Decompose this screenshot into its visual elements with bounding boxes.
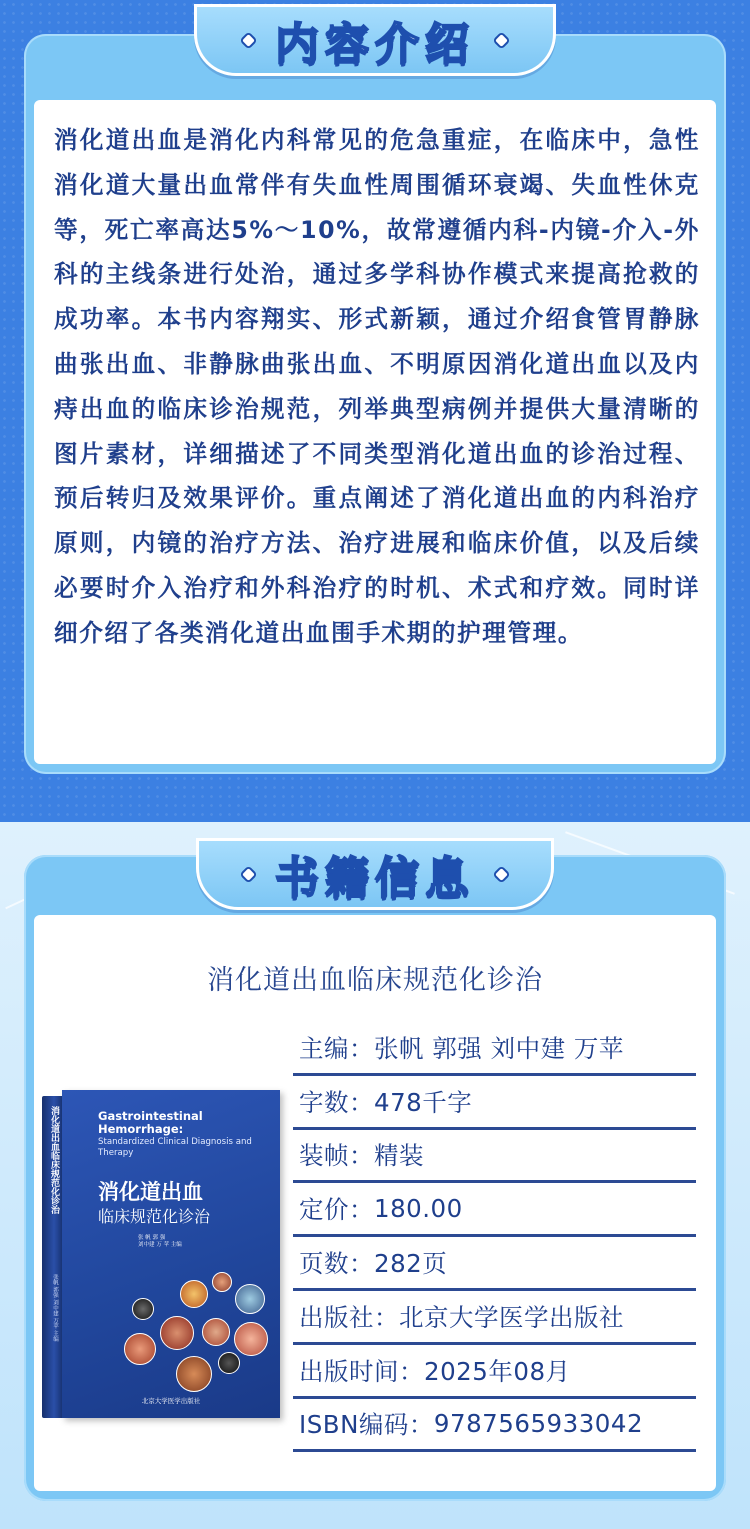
cover-english-subtitle: Standardized Clinical Diagnosis and Therapy — [98, 1137, 252, 1158]
info-row-word-count — [293, 1076, 696, 1130]
diamond-dot-icon — [242, 34, 255, 47]
info-row-binding — [293, 1130, 696, 1184]
book-spine — [42, 1096, 62, 1418]
diamond-dot-icon — [495, 34, 508, 47]
info-row-publisher — [293, 1291, 696, 1345]
endoscopy-image-circle — [235, 1284, 265, 1314]
book-info-title: 书籍信息 — [275, 853, 475, 904]
diamond-dot-icon — [242, 868, 255, 881]
endoscopy-image-circle — [202, 1318, 230, 1346]
spine-title: 消化道出血临床规范化诊治 — [49, 1106, 59, 1214]
cover-editors: 张 帆 郭 强 刘中建 万 苹 主编 — [138, 1235, 182, 1248]
book-info-list — [293, 1022, 696, 1452]
info-label: 出版社： — [299, 1302, 399, 1332]
info-row-isbn — [293, 1399, 696, 1453]
endoscopy-image-circle — [218, 1352, 240, 1374]
info-value: 张帆 郭强 刘中建 万苹 — [374, 1033, 624, 1063]
info-label: ISBN编码： — [299, 1410, 434, 1440]
intro-title-tab — [194, 4, 556, 76]
endoscopy-image-circle — [132, 1298, 154, 1320]
book-cover-image — [42, 1090, 280, 1418]
info-label: 装帧： — [299, 1141, 374, 1171]
info-value: 9787565933042 — [433, 1409, 644, 1439]
book-front-cover — [62, 1090, 280, 1418]
cover-publisher: 北京大学医学出版社 — [141, 1397, 201, 1405]
endoscopy-image-circle — [180, 1280, 208, 1308]
info-row-price — [293, 1183, 696, 1237]
info-row-pages — [293, 1237, 696, 1291]
info-label: 页数： — [299, 1249, 374, 1279]
info-row-publish-date — [293, 1345, 696, 1399]
info-value: 282页 — [374, 1249, 448, 1279]
info-value: 精装 — [374, 1141, 424, 1171]
intro-body: 消化道出血是消化内科常见的危急重症，在临床中，急性消化道大量出血常伴有失血性周围循环衰竭、失血性休克等，死亡率高达5%～10%，故常遵循内科-内镜-介入-外科的主线条进行处治，通过多学科协作模式来提高抢救的成功率。本书内容翔实、形式新颖，通过介绍食管胃静脉曲张出血、非静脉曲张出血、不明原因消化道出血以及内痔出血的临床诊治规范，列举典型病例并提供大量清晰的图片素材，详细描述了不同类型消化道出血的诊治过程、预后转归及效果评价。重点阐述了消化道出血的内科治疗原则，内镜的治疗方法、治疗进展和临床价值，以及后续必要时介入治疗和外科治疗的时机、术式和疗效。同时详细介绍了各类消化道出血围手术期的护理管理。 — [54, 126, 700, 647]
cover-chinese-title-2: 临床规范化诊治 — [98, 1207, 211, 1226]
endoscopy-image-circle — [234, 1322, 268, 1356]
cover-chinese-title-1: 消化道出血 — [98, 1180, 203, 1204]
endoscopy-image-circle — [212, 1272, 232, 1292]
info-value: 478千字 — [374, 1087, 473, 1117]
info-value: 2025年08月 — [424, 1356, 571, 1386]
cover-english-title: Gastrointestinal Hemorrhage: — [98, 1109, 203, 1136]
info-label: 主编： — [299, 1033, 374, 1063]
info-label: 字数： — [299, 1087, 374, 1117]
info-label: 出版时间： — [299, 1356, 424, 1386]
book-info-section — [0, 822, 750, 1529]
book-title: 消化道出血临床规范化诊治 — [207, 965, 543, 996]
info-label: 定价： — [299, 1195, 374, 1225]
diamond-dot-icon — [495, 868, 508, 881]
info-value: 北京大学医学出版社 — [399, 1302, 624, 1332]
book-info-title-tab — [196, 838, 554, 910]
endoscopy-image-circle — [124, 1333, 156, 1365]
info-row-editor — [293, 1022, 696, 1076]
endoscopy-image-circle — [160, 1316, 194, 1350]
intro-title: 内容介绍 — [275, 19, 475, 70]
endoscopy-image-circle — [176, 1356, 212, 1392]
info-value: 180.00 — [374, 1194, 463, 1224]
spine-editors: 张帆 郭强 刘中建 万苹 主编 — [52, 1274, 58, 1342]
